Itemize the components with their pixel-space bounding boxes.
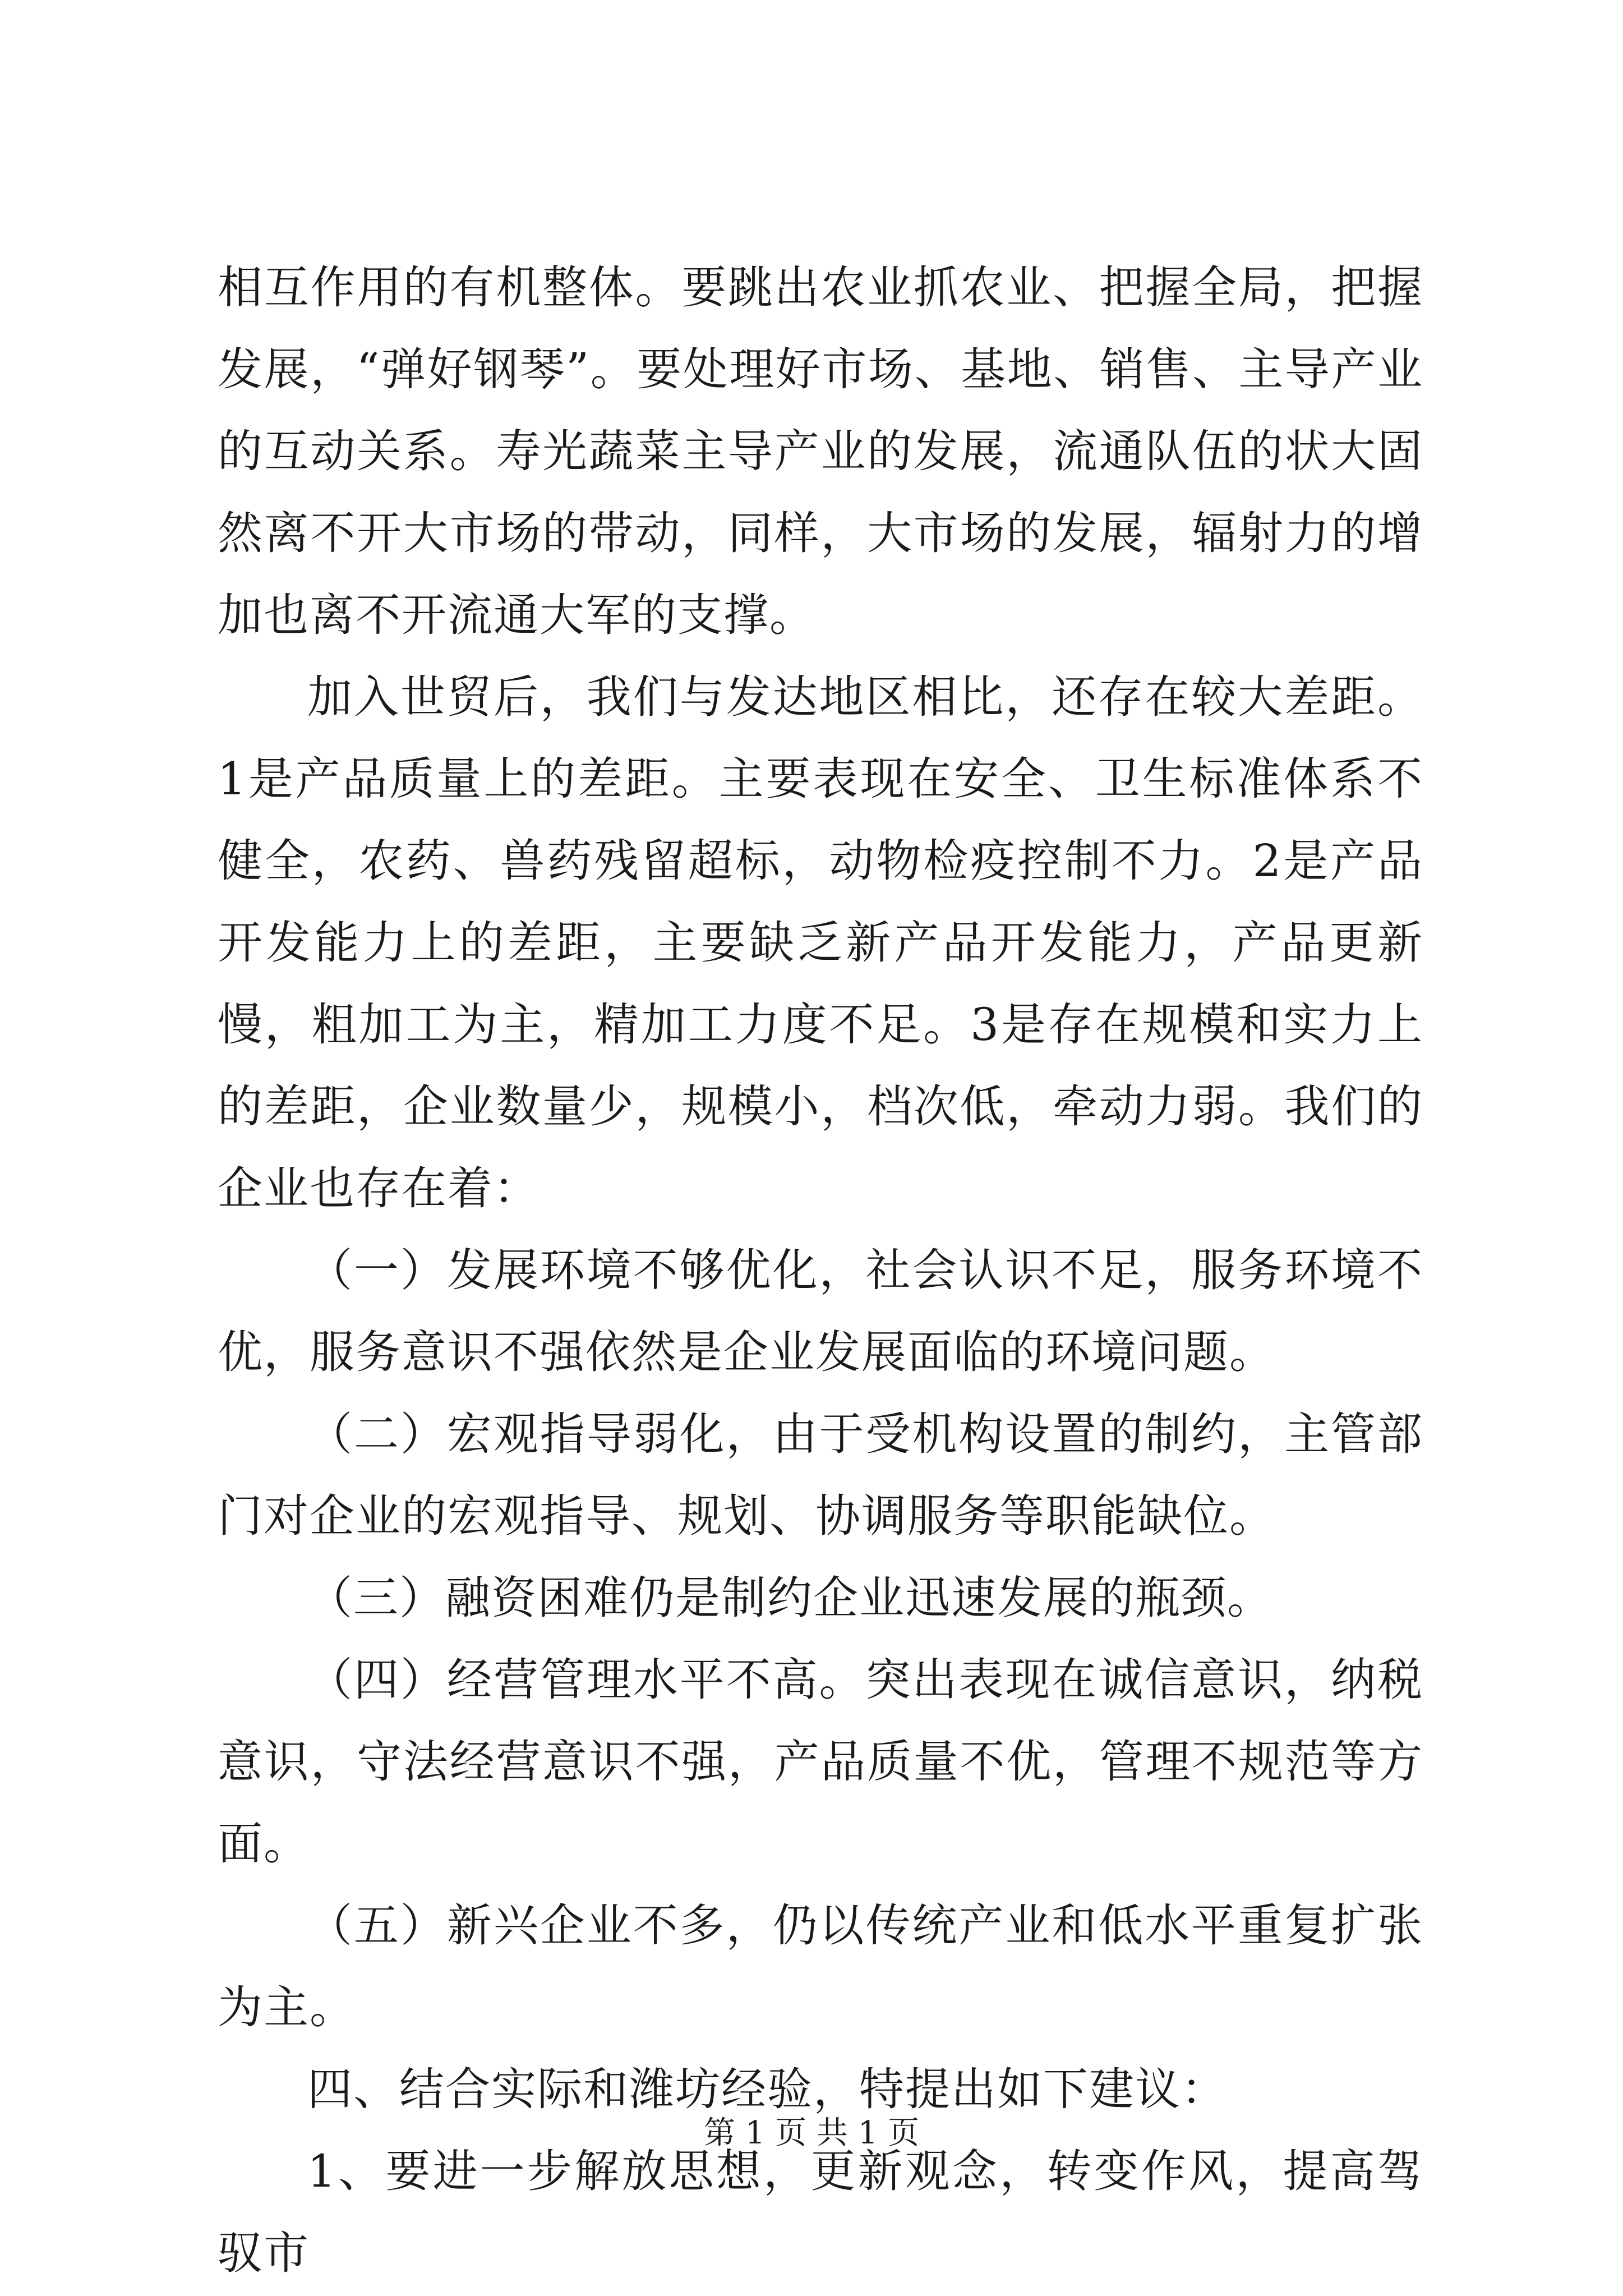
paragraph-item-3: （三）融资困难仍是制约企业迅速发展的瓶颈。: [307, 1572, 1273, 1624]
document-body: [218, 247, 1423, 2294]
section-heading-suggestions: 四、结合实际和潍坊经验，特提出如下建议：: [307, 2063, 1227, 2115]
paragraph-wto-gap: 加入世贸后，我们与发达地区相比，还存在较大差距。1是产品质量上的差距。主要表现在安全、卫生标准体系不健全，农药、兽药残留超标，动物检疫控制不力。2是产品开发能力上的差距，主要缺乏新产品开发能力，产品更新慢，粗加工为主，精加工力度不足。3是存在规模和实力上的差距，企业数量少，规模小，档次低，牵动力弱。我们的企业也存在着：: [218, 671, 1423, 1214]
page-number-label: 第 1 页 共 1 页: [703, 2115, 920, 2151]
paragraph-suggestion-1: 1、要进一步解放思想，更新观念，转变作风，提高驾驭市: [218, 2145, 1423, 2279]
paragraph-item-4: （四）经营管理水平不高。突出表现在诚信意识，纳税意识，守法经营意识不强，产品质量不优，管理不规范等方面。: [218, 1654, 1423, 1870]
paragraph-item-5: （五）新兴企业不多，仍以传统产业和低水平重复扩张为主。: [218, 1899, 1423, 2033]
page-footer: [0, 2114, 1623, 2153]
paragraph-item-1: （一）发展环境不够优化，社会认识不足，服务环境不优，服务意识不强依然是企业发展面临的环境问题。: [218, 1244, 1423, 1378]
paragraph-item-2: （二）宏观指导弱化，由于受机构设置的制约，主管部门对企业的宏观指导、规划、协调服务等职能缺位。: [218, 1408, 1423, 1542]
paragraph-continuation: 相互作用的有机整体。要跳出农业抓农业、把握全局，把握发展，“弹好钢琴”。要处理好市场、基地、销售、主导产业的互动关系。寿光蔬菜主导产业的发展，流通队伍的状大固然离不开大市场的带动，同样，大市场的发展，辐射力的增加也离不开流通大军的支撑。: [218, 261, 1423, 641]
